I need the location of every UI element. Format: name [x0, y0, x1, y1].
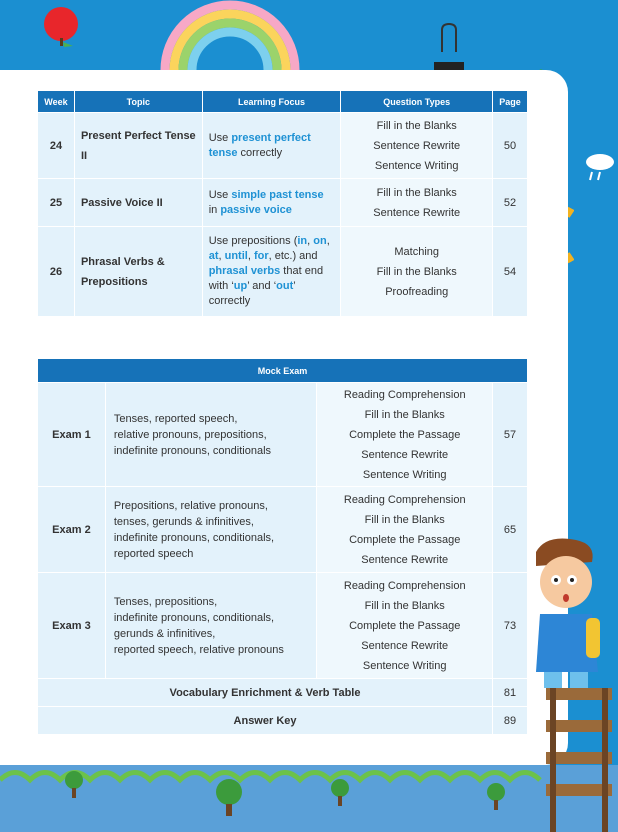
page-number: 89 [493, 707, 528, 735]
exam-link[interactable]: Exam 3 [38, 573, 106, 679]
table-row [38, 383, 528, 487]
table-row [38, 573, 528, 679]
top-background [0, 0, 618, 70]
table-header-row [38, 91, 528, 113]
table-row [38, 113, 528, 179]
page-number: 73 [493, 573, 528, 679]
table-row [38, 227, 528, 317]
week-number: 25 [38, 179, 75, 227]
mock-exam-title: Mock Exam [38, 359, 528, 383]
table-row [38, 679, 528, 707]
topic-link[interactable]: Present Perfect Tense II [74, 113, 202, 179]
table-row [38, 179, 528, 227]
week-number: 24 [38, 113, 75, 179]
cloud-icon [582, 148, 618, 184]
question-types: Matching Fill in the Blanks Proofreading [341, 227, 493, 317]
page-number: 57 [493, 383, 528, 487]
rainbow-icon [160, 0, 300, 70]
exam-link[interactable]: Exam 2 [38, 487, 106, 573]
tree-icon [484, 782, 508, 812]
answer-key-link[interactable]: Answer Key [38, 707, 493, 735]
page-number: 81 [493, 679, 528, 707]
column-header: Topic [74, 91, 202, 113]
weekly-schedule-table [37, 90, 528, 317]
column-header: Week [38, 91, 75, 113]
learning-focus: Use prepositions (in, on, at, until, for, etc.) and phrasal verbs that end with ‘up’ and ‘out’ correctly [202, 227, 341, 317]
page-number: 50 [493, 113, 528, 179]
column-header: Learning Focus [202, 91, 341, 113]
column-header: Question Types [341, 91, 493, 113]
question-types: Reading Comprehension Fill in the Blanks Complete the Passage Sentence Rewrite [317, 487, 493, 573]
question-types: Reading Comprehension Fill in the Blanks Complete the Passage Sentence Rewrite Sentence Writing [317, 383, 493, 487]
question-types: Fill in the Blanks Sentence Rewrite Sentence Writing [341, 113, 493, 179]
learning-focus: Use present perfect tense correctly [202, 113, 341, 179]
column-header: Page [493, 91, 528, 113]
apple-icon [40, 2, 82, 48]
topic-link[interactable]: Phrasal Verbs & Prepositions [74, 227, 202, 317]
exam-topics: Prepositions, relative pronouns, tenses, gerunds & infinitives, indefinite pronouns, conditionals, reported speech [105, 487, 317, 573]
boy-illustration [526, 532, 618, 832]
exam-topics: Tenses, reported speech, relative pronouns, prepositions, indefinite pronouns, conditionals [105, 383, 317, 487]
mock-exam-table [37, 358, 528, 735]
question-types: Reading Comprehension Fill in the Blanks Complete the Passage Sentence Rewrite Sentence Writing [317, 573, 493, 679]
page-number: 54 [493, 227, 528, 317]
table-row [38, 487, 528, 573]
exam-link[interactable]: Exam 1 [38, 383, 106, 487]
page-number: 52 [493, 179, 528, 227]
tree-icon [328, 778, 352, 808]
vocabulary-enrichment-link[interactable]: Vocabulary Enrichment & Verb Table [38, 679, 493, 707]
page-number: 65 [493, 487, 528, 573]
tree-icon [212, 778, 246, 818]
exam-topics: Tenses, prepositions, indefinite pronouns, conditionals, gerunds & infinitives, reported speech, relative pronouns [105, 573, 317, 679]
week-number: 26 [38, 227, 75, 317]
learning-focus: Use simple past tense in passive voice [202, 179, 341, 227]
topic-link[interactable]: Passive Voice II [74, 179, 202, 227]
table-row [38, 707, 528, 735]
tree-icon [62, 770, 86, 800]
table-header-row [38, 359, 528, 383]
question-types: Fill in the Blanks Sentence Rewrite [341, 179, 493, 227]
